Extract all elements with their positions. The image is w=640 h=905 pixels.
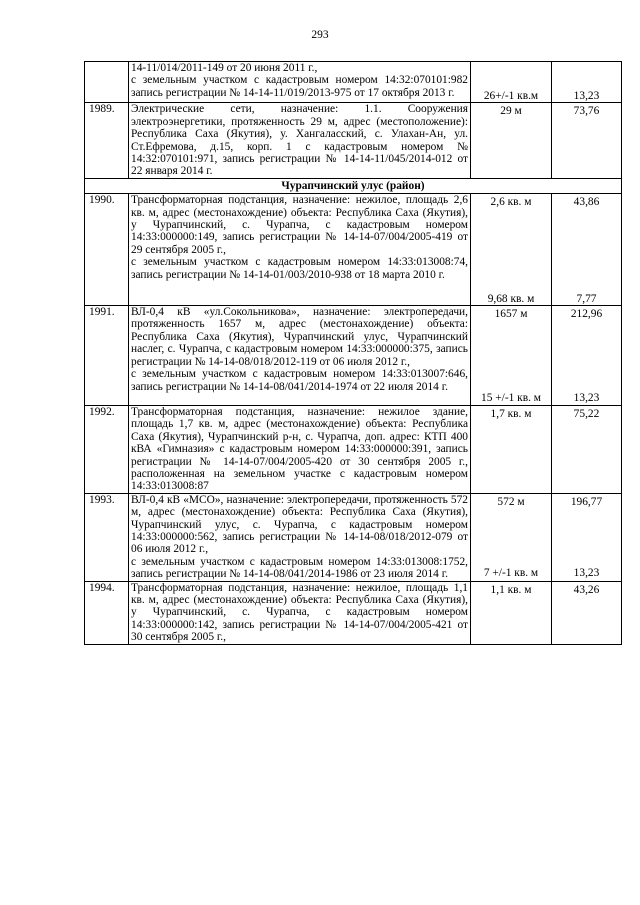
- object-area: [471, 62, 552, 103]
- object-value-entry: 196,77: [570, 495, 603, 508]
- object-area-entry: 2,6 кв. м: [490, 196, 532, 209]
- table-row: [85, 493, 622, 581]
- object-area: [471, 306, 552, 406]
- object-value-entry: 43,86: [573, 196, 600, 209]
- object-value: [552, 493, 622, 581]
- object-value: [552, 306, 622, 406]
- table-row: [85, 405, 622, 493]
- table-row: [85, 194, 622, 306]
- table-row: [85, 306, 622, 406]
- row-number: 1990.: [85, 194, 129, 306]
- row-number: 1989.: [85, 103, 129, 178]
- object-description: [129, 306, 471, 406]
- description-paragraph: с земельным участком с кадастровым номером 14:33:013008:74, запись регистрации № 14-14-01/003/2010-938 от 18 марта 2010 г.: [131, 256, 468, 281]
- description-paragraph: Трансформаторная подстанция, назначение: нежилое, площадь 2,6 кв. м, адрес (местонахождение) объекта: Республика Саха (Якутия), у Чурапчинский, с. Чурапча, с кадастровым номером 14:33:000000:149, запись регистрации № 14-14-07/004/2005-419 от 29 сентября 2005 г.,: [131, 194, 468, 256]
- description-paragraph: Электрические сети, назначение: 1.1. Сооружения электроэнергетики, протяженность 29 м, адрес (местоположение): Республика Саха (Якутия), у. Хангаласский, с. Улахан-Ан, ул. Ст.Ефремова, д.15, корп. 1 с кадастровым номером № 14:32:070101:971, запись регистрации № 14-14-11/045/2014-012 от 22 января 2014 г.: [131, 103, 468, 178]
- description-paragraph: 14-11/014/2011-149 от 20 июня 2011 г.,: [131, 62, 318, 74]
- description-paragraph: Трансформаторная подстанция, назначение: нежилое, площадь 1,1 кв. м, адрес (местонахождение) объекта: Республика Саха (Якутия), у Чурапчинский, с. Чурапча, с кадастровым номером 14:33:000000:142, запись регистрации № 14-14-07/004/2005-421 от 30 сентября 2005 г.,: [131, 581, 468, 644]
- description-paragraph: ВЛ-0,4 кВ «МСО», назначение: электропередачи, протяженность 572 м, адрес (местонахождение) объекта: Республика Саха (Якутия), Чурапчинский улус, с. Чурапча, с кадастровым номером 14:33:000000:562, запись регистрации № 14-14-08/018/2012-079 от 06 июля 2012 г.,: [131, 493, 468, 556]
- object-value: [552, 581, 622, 644]
- object-description: [129, 581, 471, 644]
- property-table-body: [85, 62, 622, 645]
- description-paragraph: ВЛ-0,4 кВ «ул.Сокольникова», назначение: электропередачи, протяженность 1657 м, адрес (местонахождение) объекта: Республика Саха (Якутия), Чурапчинский улус, Чурапчинский наслег, с. Чурапча, с кадастровым номером 14:33:000000:375, запись регистрации № 14-14-08/018/2012-119 от 06 июля 2012 г.,: [131, 306, 468, 368]
- object-area: [471, 194, 552, 306]
- property-table: [84, 61, 622, 645]
- object-area: [471, 581, 552, 644]
- object-value-entry: 13,23: [573, 392, 600, 405]
- object-value-entry: 13,23: [573, 567, 600, 580]
- object-value-entry: 212,96: [570, 308, 603, 321]
- object-value-entry: 13,23: [573, 90, 600, 102]
- description-paragraph: с земельным участком с кадастровым номером 14:33:013008:1752, запись регистрации № 14-14-08/041/2014-1986 от 23 июля 2014 г.: [131, 555, 468, 581]
- object-area-entry: 29 м: [500, 105, 522, 118]
- object-value-entry: [552, 64, 621, 76]
- object-area: [471, 103, 552, 178]
- object-area-entry: [471, 64, 551, 76]
- object-value-entry: 73,76: [573, 105, 600, 118]
- row-number: 1992.: [85, 405, 129, 493]
- object-area: [471, 493, 552, 581]
- object-value: [552, 62, 622, 103]
- object-area-entry: 1,7 кв. м: [490, 407, 532, 420]
- page-number: 293: [311, 29, 329, 41]
- table-row: [85, 581, 622, 644]
- row-number: 1991.: [85, 306, 129, 406]
- object-description: [129, 405, 471, 493]
- object-value-entry: 75,22: [573, 407, 600, 420]
- object-description: [129, 493, 471, 581]
- object-area-entry: 7 +/-1 кв. м: [483, 567, 539, 580]
- description-paragraph: с земельным участком с кадастровым номером 14:33:013007:646, запись регистрации № 14-14-08/041/2014-1974 от 22 июля 2014 г.: [131, 368, 468, 393]
- object-value: [552, 405, 622, 493]
- object-area-entry: 1,1 кв. м: [490, 583, 532, 596]
- object-area-entry: 1657 м: [494, 308, 528, 321]
- object-description: [129, 194, 471, 306]
- row-number: [85, 62, 129, 103]
- table-row: [85, 103, 622, 178]
- object-area-entry: 15 +/-1 кв. м: [481, 392, 541, 405]
- object-area: [471, 405, 552, 493]
- section-title: Чурапчинский улус (район): [85, 178, 622, 193]
- object-description: [129, 62, 471, 103]
- object-area-entry: 26+/-1 кв.м: [483, 90, 539, 102]
- object-value-entry: 7,77: [576, 292, 597, 305]
- row-number: 1994.: [85, 581, 129, 644]
- row-number: 1993.: [85, 493, 129, 581]
- object-value: [552, 103, 622, 178]
- description-paragraph: с земельным участком с кадастровым номером 14:32:070101:982 запись регистрации № 14-14-11/019/2013-975 от 17 октября 2013 г.: [131, 74, 468, 99]
- section-row: [85, 178, 622, 193]
- description-paragraph: Трансформаторная подстанция, назначение: нежилое здание, площадь 1,7 кв. м, адрес (местонахождение) объекта: Республика Саха (Якутия), Чурапчинский р-н, с. Чурапча, доп. адрес: КТП 400 кВА «Гимназия» с кадастровым номером 14:33:000000:391, запись регистрации № 14-14-07/004/2005-420 от 30 сентября 2005 г., расположенная на земельном участке с кадастровым номером 14:33:013008:87: [131, 405, 468, 493]
- object-area-entry: 572 м: [497, 495, 525, 508]
- object-description: [129, 103, 471, 178]
- table-row: [85, 62, 622, 103]
- object-value-entry: 43,26: [573, 583, 600, 596]
- object-value: [552, 194, 622, 306]
- object-area-entry: 9,68 кв. м: [487, 292, 535, 305]
